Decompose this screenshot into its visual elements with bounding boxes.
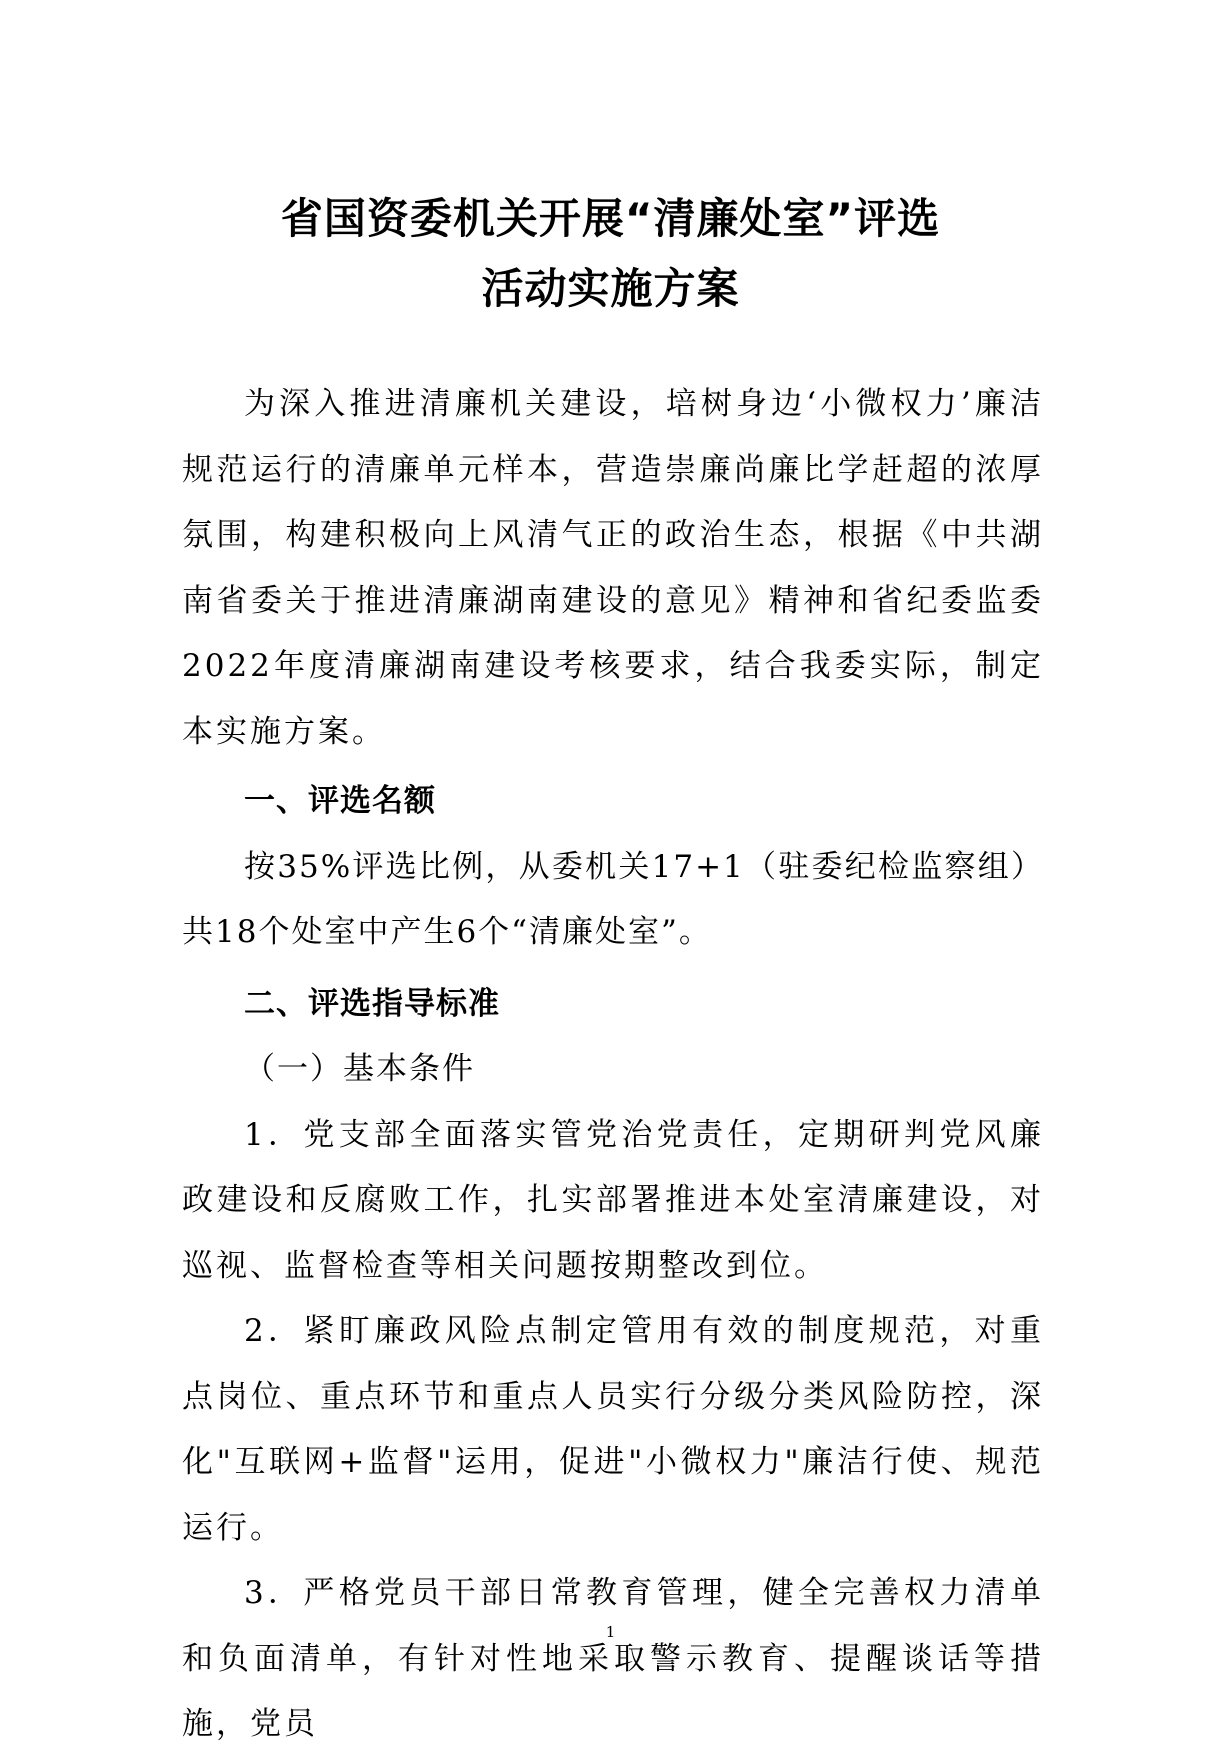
section-2-heading: 二、评选指导标准 — [244, 985, 500, 1022]
page-number: 1 — [605, 1623, 616, 1641]
subsection-1-heading: （一）基本条件 — [244, 1051, 475, 1087]
intro-paragraph: 为深入推进清廉机关建设，培树身边‘小微权力’廉洁规范运行的清廉单元样本，营造崇廉尚廉比学赶超的浓厚氛围，构建积极向上风清气正的政治生态，根据《中共湖南省委关于推进清廉湖南建设的意见》精神和省纪委监委2022年度清廉湖南建设考核要求，结合我委实际，制定本实施方案。 — [182, 386, 1044, 750]
section-1-paragraph: 按35%评选比例，从委机关17+1（驻委纪检监察组）共18个处室中产生6个“清廉处室”。 — [182, 848, 1044, 950]
document-title-line-1: 省国资委机关开展“清廉处室”评选 — [280, 194, 941, 243]
item-2-paragraph: 2．紧盯廉政风险点制定管用有效的制度规范，对重点岗位、重点环节和重点人员实行分级分类风险防控，深化"互联网+监督"运用，促进"小微权力"廉洁行使、规范运行。 — [182, 1313, 1044, 1546]
document-body — [182, 372, 1044, 1758]
item-1-paragraph: 1．党支部全面落实管党治党责任，定期研判党风廉政建设和反腐败工作，扎实部署推进本处室清廉建设，对巡视、监督检查等相关问题按期整改到位。 — [182, 1116, 1044, 1284]
document-title-line-2: 活动实施方案 — [481, 264, 740, 313]
section-1-heading: 一、评选名额 — [244, 783, 436, 819]
item-3-paragraph: 3．严格党员干部日常教育管理，健全完善权力清单和负面清单，有针对性地采取警示教育、提醒谈话等措施，党员 — [182, 1575, 1044, 1742]
